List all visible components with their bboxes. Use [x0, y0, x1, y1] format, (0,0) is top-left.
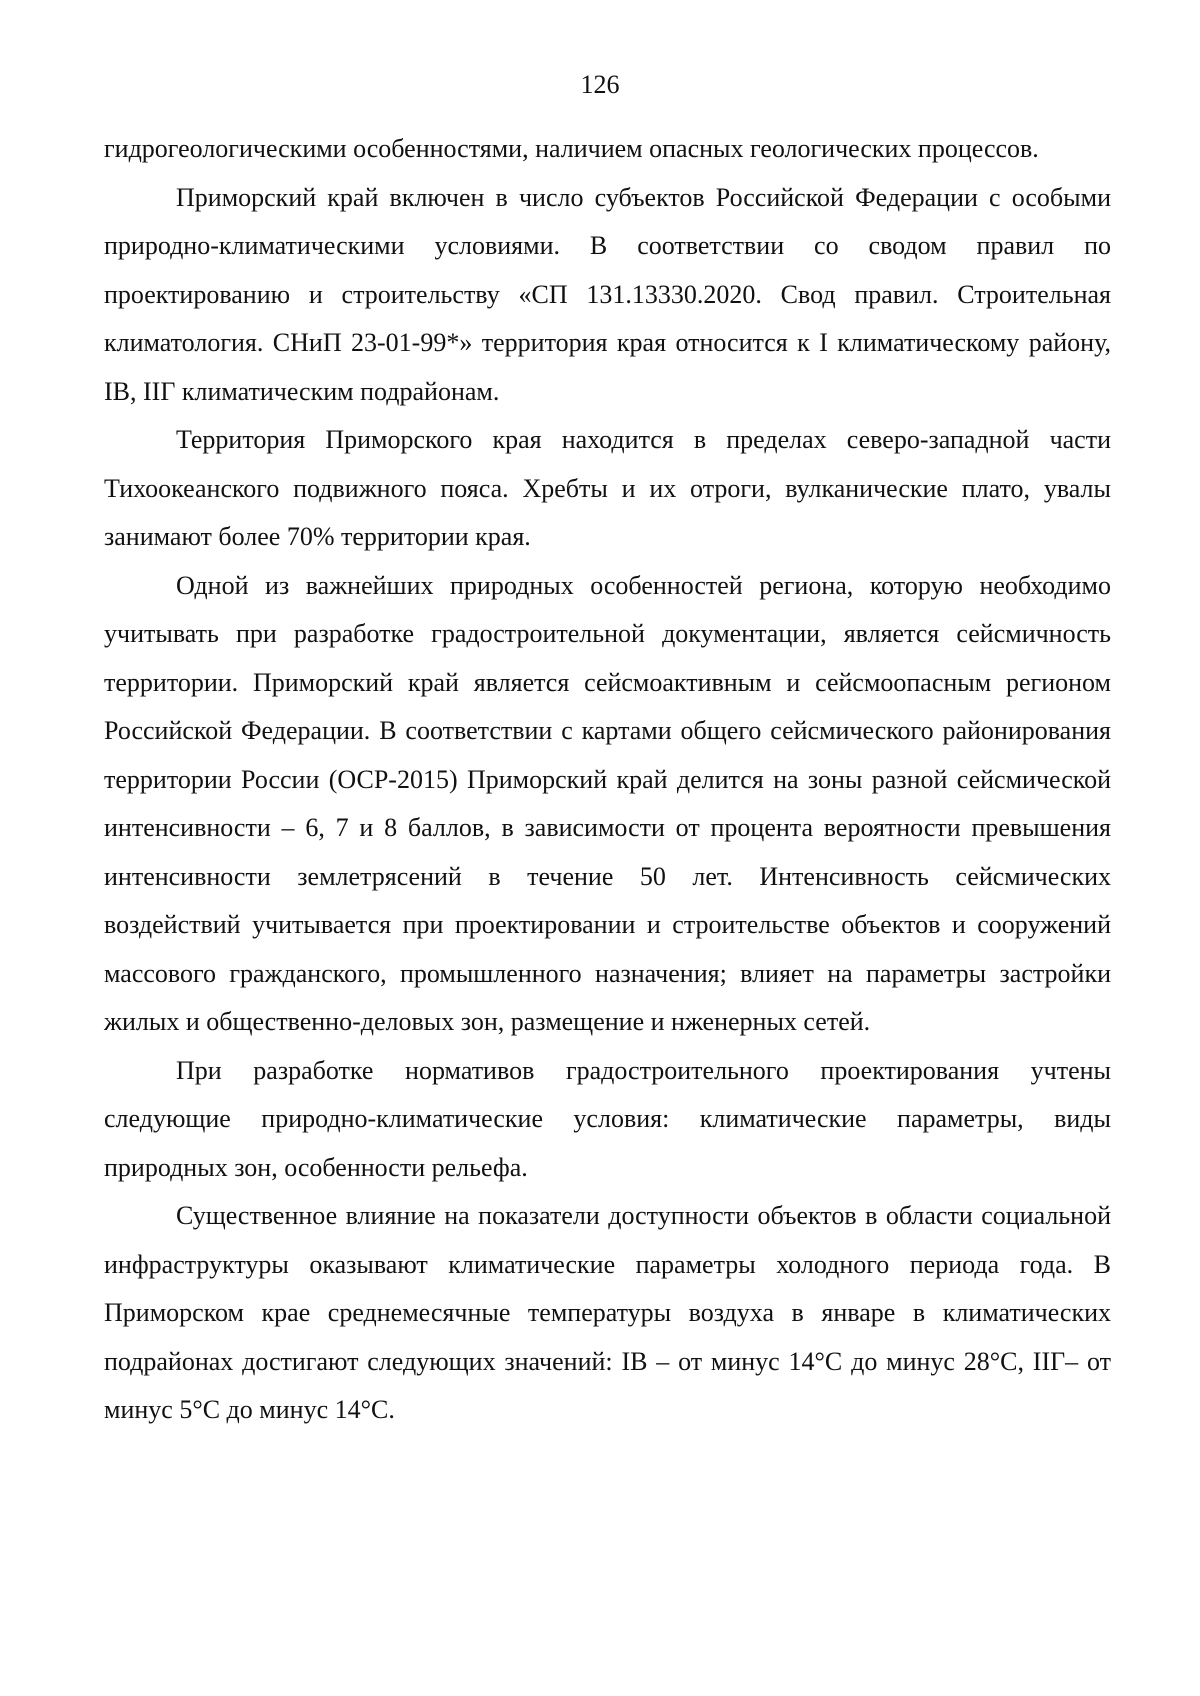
paragraph-territory: Территория Приморского края находится в пределах северо-западной части Тихоокеанского подвижного пояса. Хребты и их отроги, вулканические плато, увалы занимают более 70% территории края.	[104, 425, 1111, 551]
paragraph-climate-regions: Приморский край включен в число субъектов Российской Федерации с особыми природно-климатическими условиями. В соответствии со сводом правил по проектированию и строительству «СП 131.13330.2020. Свод правил. Строительная климатология. СНиП 23-01-99*» территория края относится к I климатическому району, IB, IIГ климатическим подрайонам.	[104, 182, 1111, 406]
paragraph-normatives: При разработке нормативов градостроительного проектирования учтены следующие природно-климатические условия: климатические параметры, виды природных зон, особенности рельефа.	[104, 1055, 1111, 1182]
document-body	[104, 125, 1111, 1435]
paragraph-continuation: гидрогеологическими особенностями, наличием опасных геологических процессов.	[104, 134, 1039, 163]
paragraph-temperatures: Существенное влияние на показатели доступности объектов в области социальной инфраструктуры оказывают климатические параметры холодного периода года. В Приморском крае среднемесячные температуры воздуха в январе в климатических подрайонах достигают следующих значений: IB – от минус 14°С до минус 28°С, IIГ– от минус 5°С до минус 14°С.	[104, 1201, 1111, 1424]
page-number: 126	[580, 70, 620, 99]
paragraph-seismicity: Одной из важнейших природных особенностей региона, которую необходимо учитывать при разработке градостроительной документации, является сейсмичность территории. Приморский край является сейсмоактивным и сейсмоопасным регионом Российской Федерации. В соответствии с картами общего сейсмического районирования территории России (ОСР-2015) Приморский край делится на зоны разной сейсмической интенсивности – 6, 7 и 8 баллов, в зависимости от процента вероятности превышения интенсивности землетрясений в течение 50 лет. Интенсивность сейсмических воздействий учитывается при проектировании и строительстве объектов и сооружений массового гражданского, промышленного назначения; влияет на параметры застройки жилых и общественно-деловых зон, размещение и нженерных сетей.	[104, 570, 1111, 1036]
